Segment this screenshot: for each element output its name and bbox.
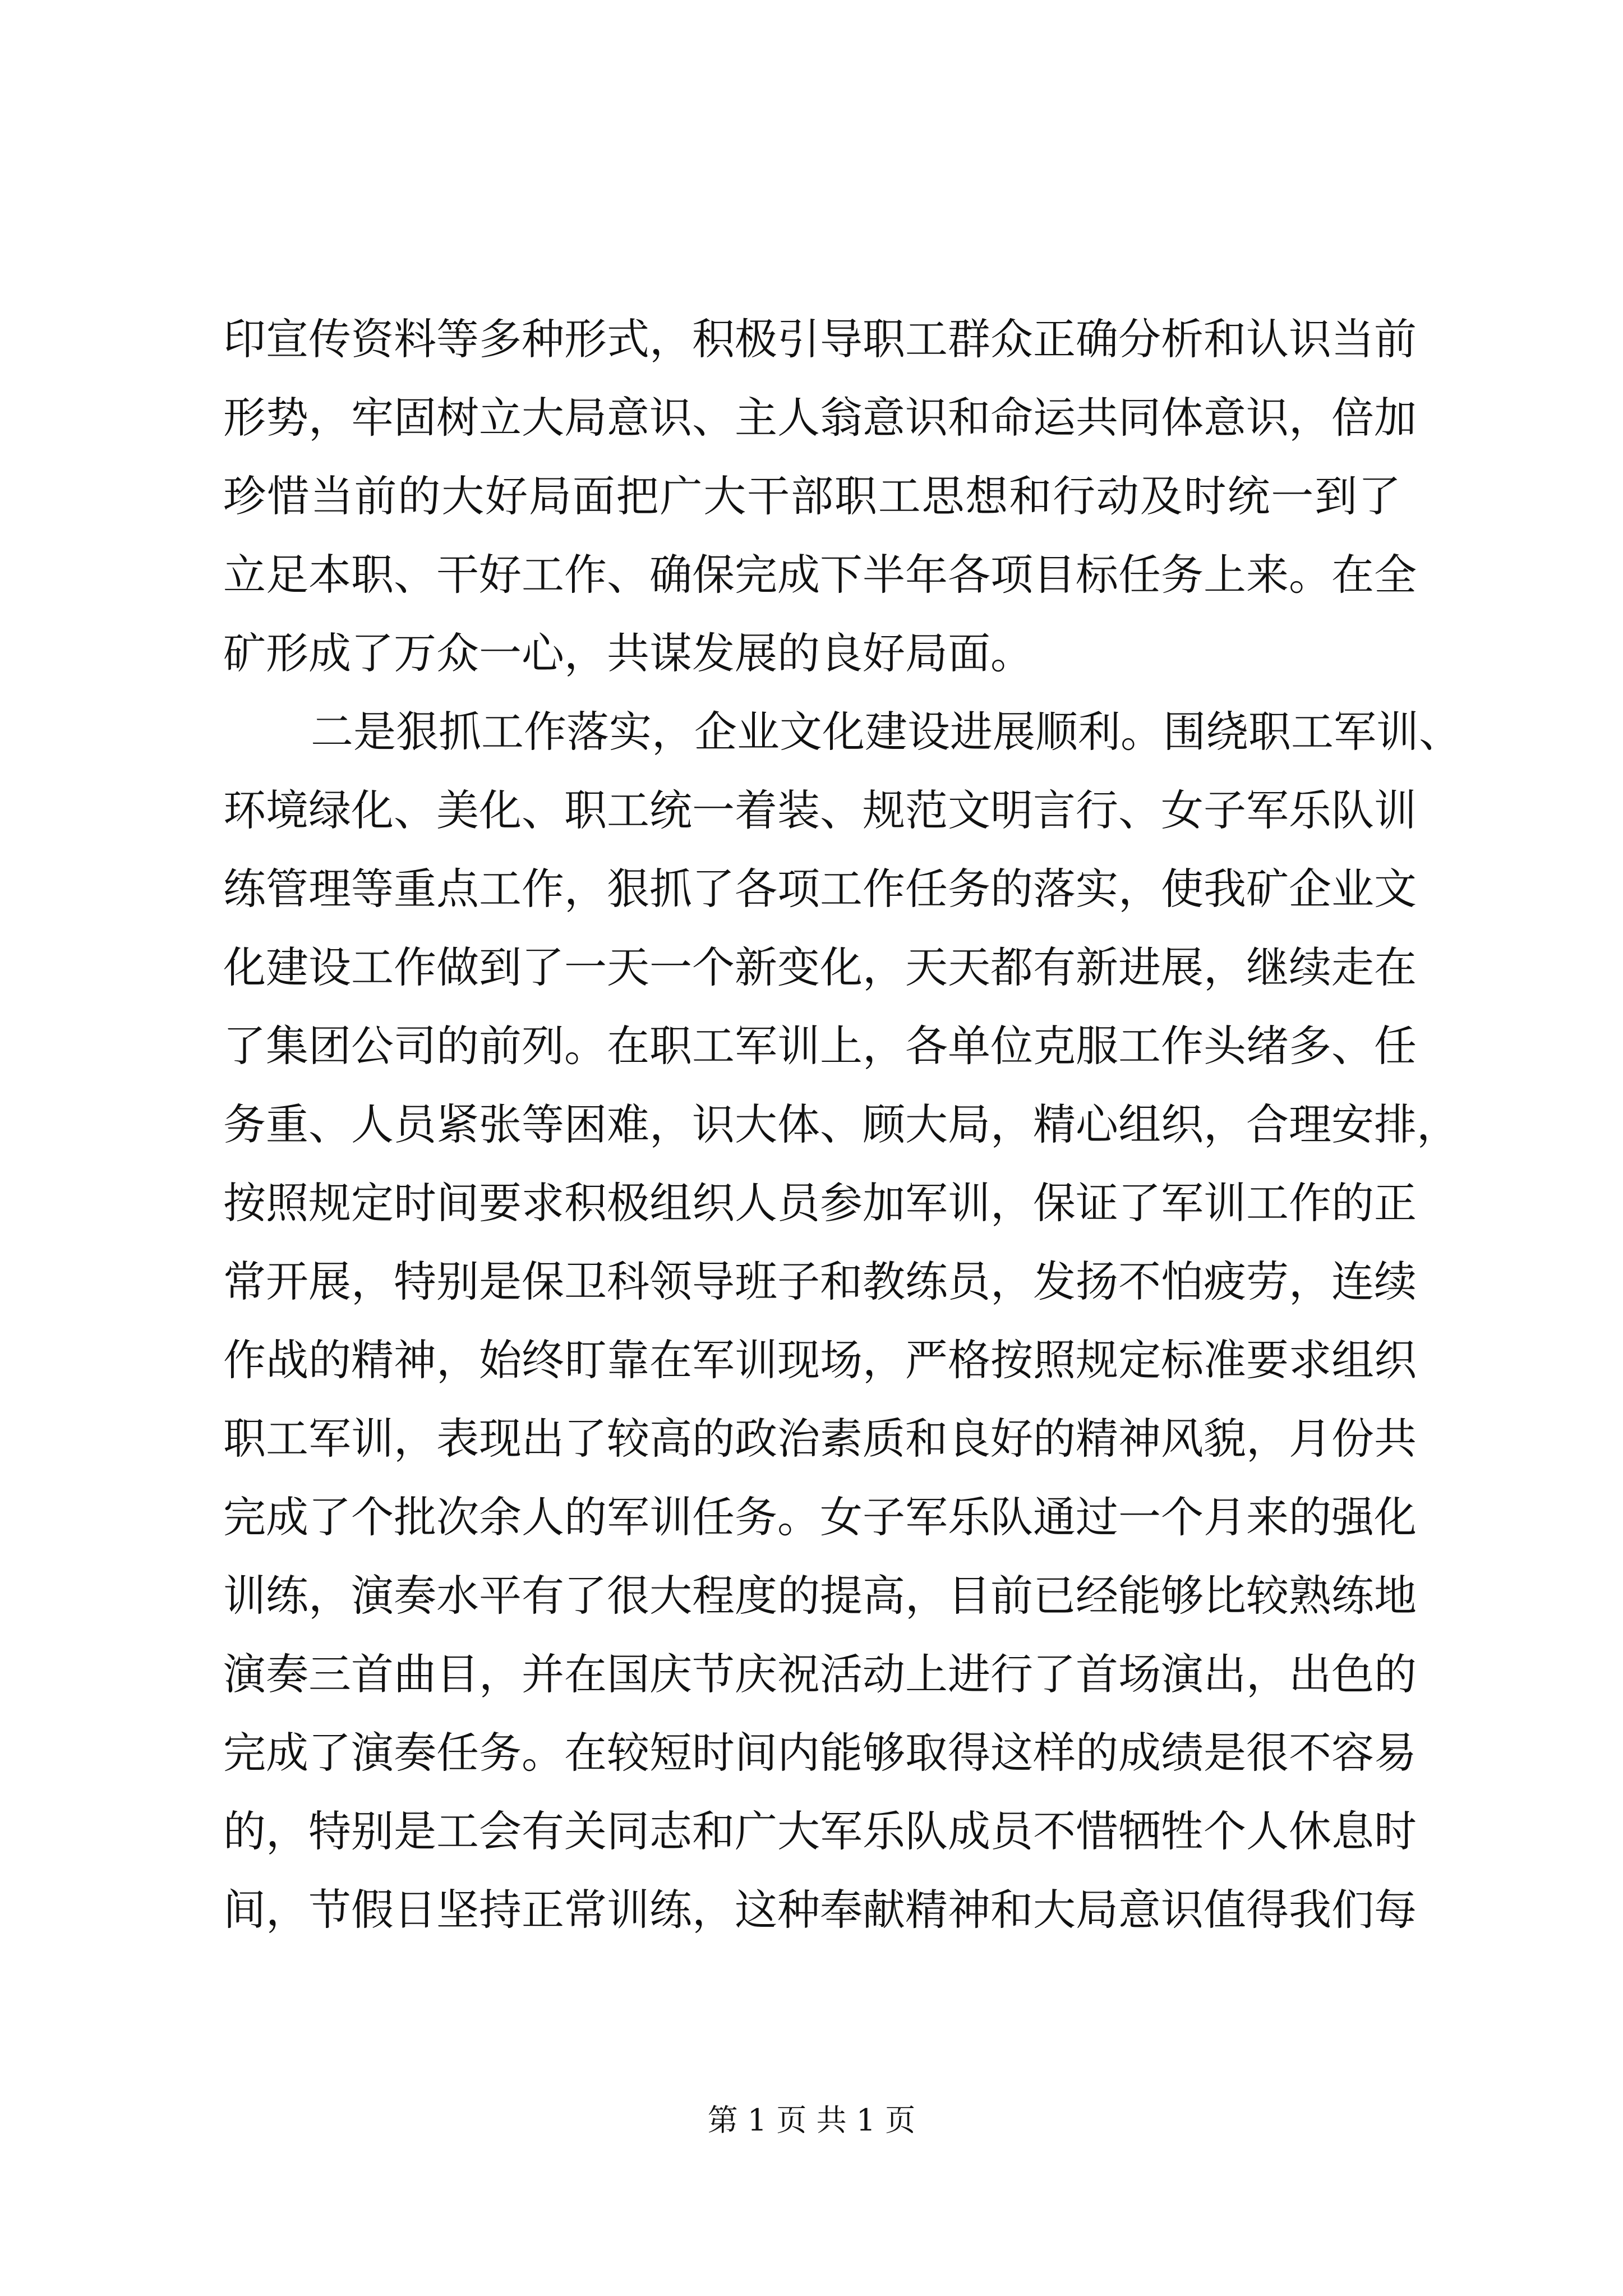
page-number-label: 第 1 页 共 1 页 xyxy=(707,2102,916,2138)
text-line-20: 的，特别是工会有关同志和广大军乐队成员不惜牺牲个人休息时 xyxy=(223,1806,1417,1856)
text-line-18: 演奏三首曲目，并在国庆节庆祝活动上进行了首场演出，出色的 xyxy=(223,1649,1417,1699)
text-line-1: 印宣传资料等多种形式，积极引导职工群众正确分析和认识当前 xyxy=(223,314,1417,364)
text-line-19: 完成了演奏任务。在较短时间内能够取得这样的成绩是很不容易 xyxy=(223,1728,1417,1778)
page-footer xyxy=(0,2101,1623,2140)
text-line-15: 职工军训，表现出了较高的政治素质和良好的精神风貌，月份共 xyxy=(223,1414,1417,1464)
text-line-2: 形势，牢固树立大局意识、主人翁意识和命运共同体意识，倍加 xyxy=(223,393,1417,443)
text-line-6: 二是狠抓工作落实，企业文化建设进展顺利。围绕职工军训、 xyxy=(311,707,1461,757)
text-line-5: 矿形成了万众一心，共谋发展的良好局面。 xyxy=(223,628,1033,678)
text-line-16: 完成了个批次余人的军训任务。女子军乐队通过一个月来的强化 xyxy=(223,1492,1417,1542)
text-line-4: 立足本职、干好工作、确保完成下半年各项目标任务上来。在全 xyxy=(223,550,1417,600)
text-line-8: 练管理等重点工作，狠抓了各项工作任务的落实，使我矿企业文 xyxy=(223,864,1417,914)
text-line-7: 环境绿化、美化、职工统一着装、规范文明言行、女子军乐队训 xyxy=(223,785,1417,835)
text-line-9: 化建设工作做到了一天一个新变化，天天都有新进展，继续走在 xyxy=(223,942,1417,992)
text-line-14: 作战的精神，始终盯靠在军训现场，严格按照规定标准要求组织 xyxy=(223,1335,1417,1385)
text-line-17: 训练，演奏水平有了很大程度的提高，目前已经能够比较熟练地 xyxy=(223,1571,1417,1621)
body-text xyxy=(223,300,1461,1949)
text-line-21: 间，节假日坚持正常训练，这种奉献精神和大局意识值得我们每 xyxy=(223,1885,1417,1935)
text-line-3: 珍惜当前的大好局面把广大干部职工思想和行动及时统一到了 xyxy=(223,471,1401,521)
text-line-10: 了集团公司的前列。在职工军训上，各单位克服工作头绪多、任 xyxy=(223,1021,1417,1071)
text-line-12: 按照规定时间要求积极组织人员参加军训，保证了军训工作的正 xyxy=(223,1178,1417,1228)
text-line-13: 常开展，特别是保卫科领导班子和教练员，发扬不怕疲劳，连续 xyxy=(223,1257,1417,1306)
text-line-11: 务重、人员紧张等困难，识大体、顾大局，精心组织，合理安排， xyxy=(223,1099,1459,1149)
